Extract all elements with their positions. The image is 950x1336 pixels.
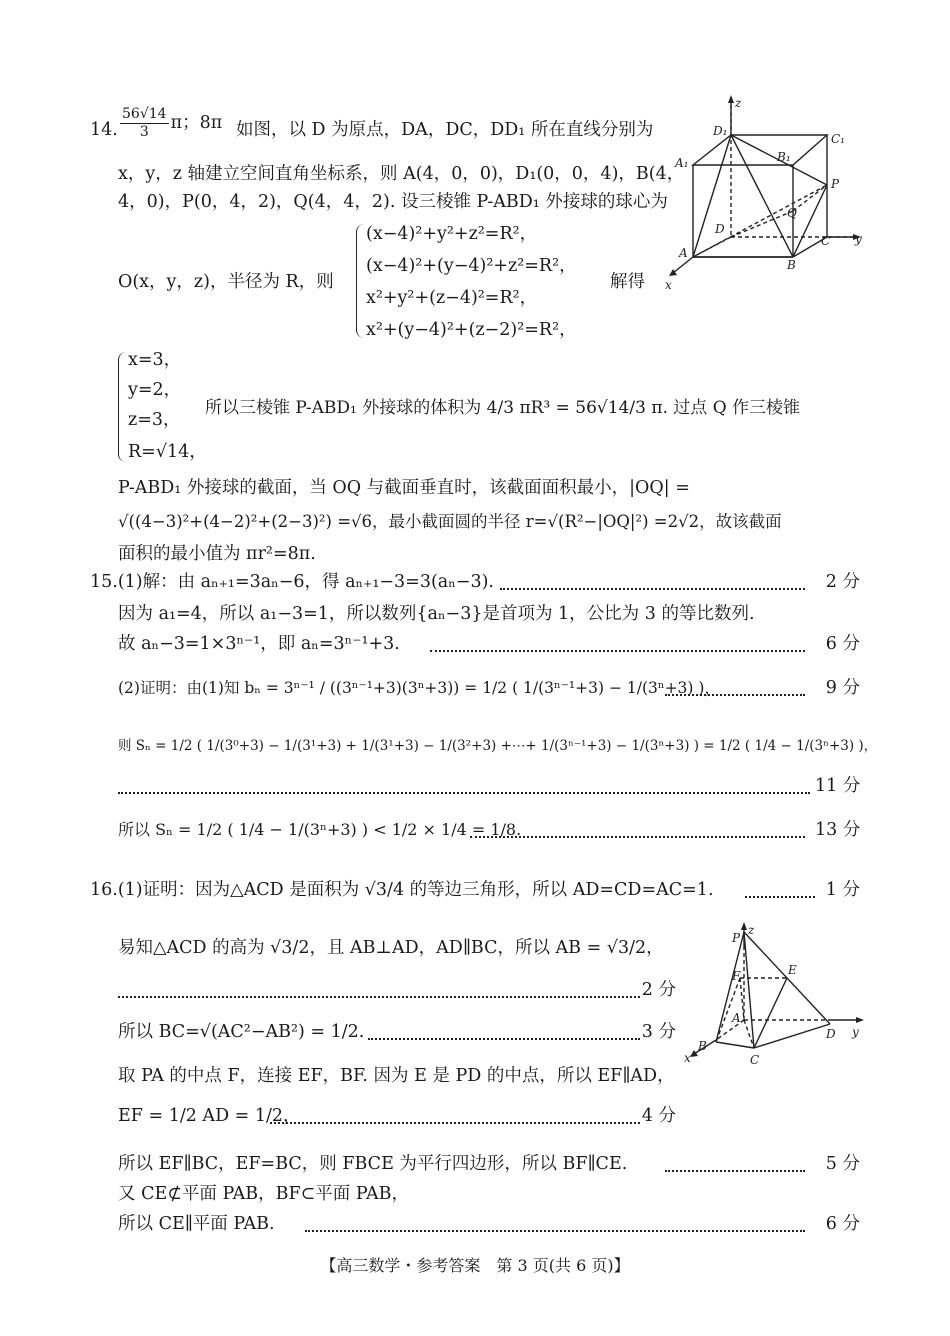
pyr-label-x: x bbox=[684, 1051, 691, 1065]
p14-sys3: x²+y²+(z−4)²=R²， bbox=[366, 288, 538, 308]
dot-leader bbox=[500, 588, 805, 590]
cube-label-a: A bbox=[679, 246, 688, 260]
p15-score5: 11 分 bbox=[815, 776, 861, 796]
dot-leader bbox=[665, 1170, 805, 1172]
p14-line1: 如图，以 D 为原点，DA，DC，DD₁ 所在直线分别为 bbox=[236, 120, 654, 140]
p16-score2: 2 分 bbox=[641, 980, 676, 1000]
p14-line2: x，y，z 轴建立空间直角坐标系，则 A(4，0，0)，D₁(0，0，4)，B(4， bbox=[118, 164, 685, 184]
p15-score1: 2 分 bbox=[825, 572, 860, 592]
p16-score5: 4 分 bbox=[641, 1106, 676, 1126]
solution-brace bbox=[118, 352, 127, 462]
p15-line2: 因为 a₁=4，所以 a₁−3=1，所以数列{aₙ−3}是首项为 1，公比为 3 的等比数列. bbox=[118, 604, 755, 624]
p16-line2: 易知△ACD 的高为 √3/2，且 AB⊥AD，AD∥BC，所以 AB = √3/2， bbox=[118, 938, 664, 958]
p16-score1: 1 分 bbox=[825, 880, 860, 900]
p14-sol3: z=3， bbox=[128, 410, 181, 430]
p14-number: 14. bbox=[90, 120, 118, 140]
cube-label-d: D bbox=[715, 222, 725, 236]
pyr-label-e: E bbox=[788, 963, 797, 977]
pyr-label-b: B bbox=[698, 1039, 707, 1053]
pyr-label-z: z bbox=[748, 923, 755, 937]
cube-label-a1: A₁ bbox=[675, 156, 689, 170]
cube-label-q: Q bbox=[787, 206, 797, 220]
p14-sol1: x=3， bbox=[128, 350, 182, 370]
p14-sys2: (x−4)²+(y−4)²+z²=R²， bbox=[366, 256, 577, 276]
dot-leader bbox=[118, 996, 640, 998]
pyramid-figure bbox=[680, 920, 865, 1072]
cube-label-x: x bbox=[665, 278, 672, 292]
p14-sol2: y=2， bbox=[128, 380, 182, 400]
pyr-label-p: P bbox=[732, 931, 741, 945]
dot-leader bbox=[665, 694, 805, 696]
dot-leader bbox=[270, 1122, 640, 1124]
p14-line4b: 解得 bbox=[610, 272, 645, 292]
cube-label-p: P bbox=[831, 177, 840, 191]
system-brace bbox=[356, 224, 365, 338]
pyr-label-f: F bbox=[732, 969, 741, 983]
p16-line7: 又 CE⊄平面 PAB，BF⊂平面 PAB， bbox=[118, 1184, 410, 1204]
p14-line7: √((4−3)²+(4−2)²+(2−3)²) =√6，最小截面圆的半径 r=√(R²−|OQ|²) =2√2，故该截面 bbox=[118, 512, 782, 531]
dot-leader bbox=[305, 1230, 805, 1232]
p16-score6: 5 分 bbox=[825, 1154, 860, 1174]
pyr-label-a: A bbox=[732, 1011, 741, 1025]
dot-leader bbox=[430, 650, 805, 652]
dot-leader bbox=[745, 896, 815, 898]
p16-line5: EF = 1/2 AD = 1/2， bbox=[118, 1106, 301, 1126]
p14-line8: 面积的最小值为 πr²=8π. bbox=[118, 544, 316, 564]
p15-line1: 15.(1)解：由 aₙ₊₁=3aₙ−6，得 aₙ₊₁−3=3(aₙ−3). bbox=[90, 572, 494, 592]
pyr-label-y: y bbox=[852, 1025, 859, 1039]
cube-figure bbox=[665, 95, 870, 295]
page-footer: 【高三数学・参考答案 第 3 页(共 6 页)】 bbox=[320, 1256, 630, 1275]
cube-label-b: B bbox=[787, 258, 796, 272]
p15-score6: 13 分 bbox=[815, 820, 861, 840]
p15-score3: 6 分 bbox=[825, 634, 860, 654]
cube-label-y: y bbox=[855, 232, 862, 246]
dot-leader bbox=[118, 792, 810, 794]
pyr-label-c: C bbox=[750, 1053, 760, 1067]
p14-line4a: O(x，y，z)，半径为 R，则 bbox=[118, 272, 334, 292]
dot-leader bbox=[470, 836, 805, 838]
p14-answer: $\frac{56√14}{3}$ π；8π bbox=[122, 106, 223, 140]
p15-line6: 所以 Sₙ = 1/2 ( 1/4 − 1/(3ⁿ+3) ) < 1/2 × 1/4 = 1/8. bbox=[118, 820, 522, 839]
dot-leader bbox=[368, 1038, 640, 1040]
cube-label-b1: B₁ bbox=[777, 150, 791, 164]
p16-score8: 6 分 bbox=[825, 1214, 860, 1234]
cube-label-c1: C₁ bbox=[831, 132, 845, 146]
cube-label-d1: D₁ bbox=[713, 124, 728, 138]
p16-score3: 3 分 bbox=[641, 1022, 676, 1042]
cube-label-z: z bbox=[735, 96, 742, 110]
p15-line5: 则 Sₙ = 1/2 ( 1/(3⁰+3) − 1/(3¹+3) + 1/(3¹+3) − 1/(3²+3) +⋯+ 1/(3ⁿ⁻¹+3) − 1/(3ⁿ+3) ) = 1/2 ( 1/4 − 1/(3ⁿ+3) )， bbox=[118, 738, 878, 754]
pyr-label-d: D bbox=[826, 1027, 836, 1041]
p16-line4: 取 PA 的中点 F，连接 EF，BF. 因为 E 是 PD 的中点，所以 EF∥AD， bbox=[118, 1066, 675, 1086]
cube-label-c: C bbox=[821, 234, 831, 248]
p16-line1: 16.(1)证明：因为△ACD 是面积为 √3/4 的等边三角形，所以 AD=CD=AC=1. bbox=[90, 880, 714, 900]
p14-line5: 所以三棱锥 P-ABD₁ 外接球的体积为 4/3 πR³ = 56√14/3 π. 过点 Q 作三棱锥 bbox=[205, 398, 801, 418]
p14-line3: 4，0)，P(0，4，2)，Q(4，4，2). 设三棱锥 P-ABD₁ 外接球的球心为 bbox=[118, 192, 668, 212]
p14-sys1: (x−4)²+y²+z²=R²， bbox=[366, 224, 538, 244]
p15-score4: 9 分 bbox=[825, 678, 860, 698]
p16-line8: 所以 CE∥平面 PAB. bbox=[118, 1214, 275, 1234]
p16-line6: 所以 EF∥BC，EF=BC，则 FBCE 为平行四边形，所以 BF∥CE. bbox=[118, 1154, 628, 1174]
p14-sys4: x²+(y−4)²+(z−2)²=R²， bbox=[366, 320, 577, 340]
p15-line4: (2)证明：由(1)知 bₙ = 3ⁿ⁻¹ / ((3ⁿ⁻¹+3)(3ⁿ+3)) = 1/2 ( 1/(3ⁿ⁻¹+3) − 1/(3ⁿ+3) )， bbox=[118, 679, 720, 697]
p14-line6: P-ABD₁ 外接球的截面，当 OQ 与截面垂直时，该截面面积最小，|OQ| = bbox=[118, 478, 690, 498]
p16-line3: 所以 BC=√(AC²−AB²) = 1/2. bbox=[118, 1022, 365, 1042]
p15-line3: 故 aₙ−3=1×3ⁿ⁻¹，即 aₙ=3ⁿ⁻¹+3. bbox=[118, 634, 400, 654]
p14-sol4: R=√14， bbox=[128, 442, 207, 462]
